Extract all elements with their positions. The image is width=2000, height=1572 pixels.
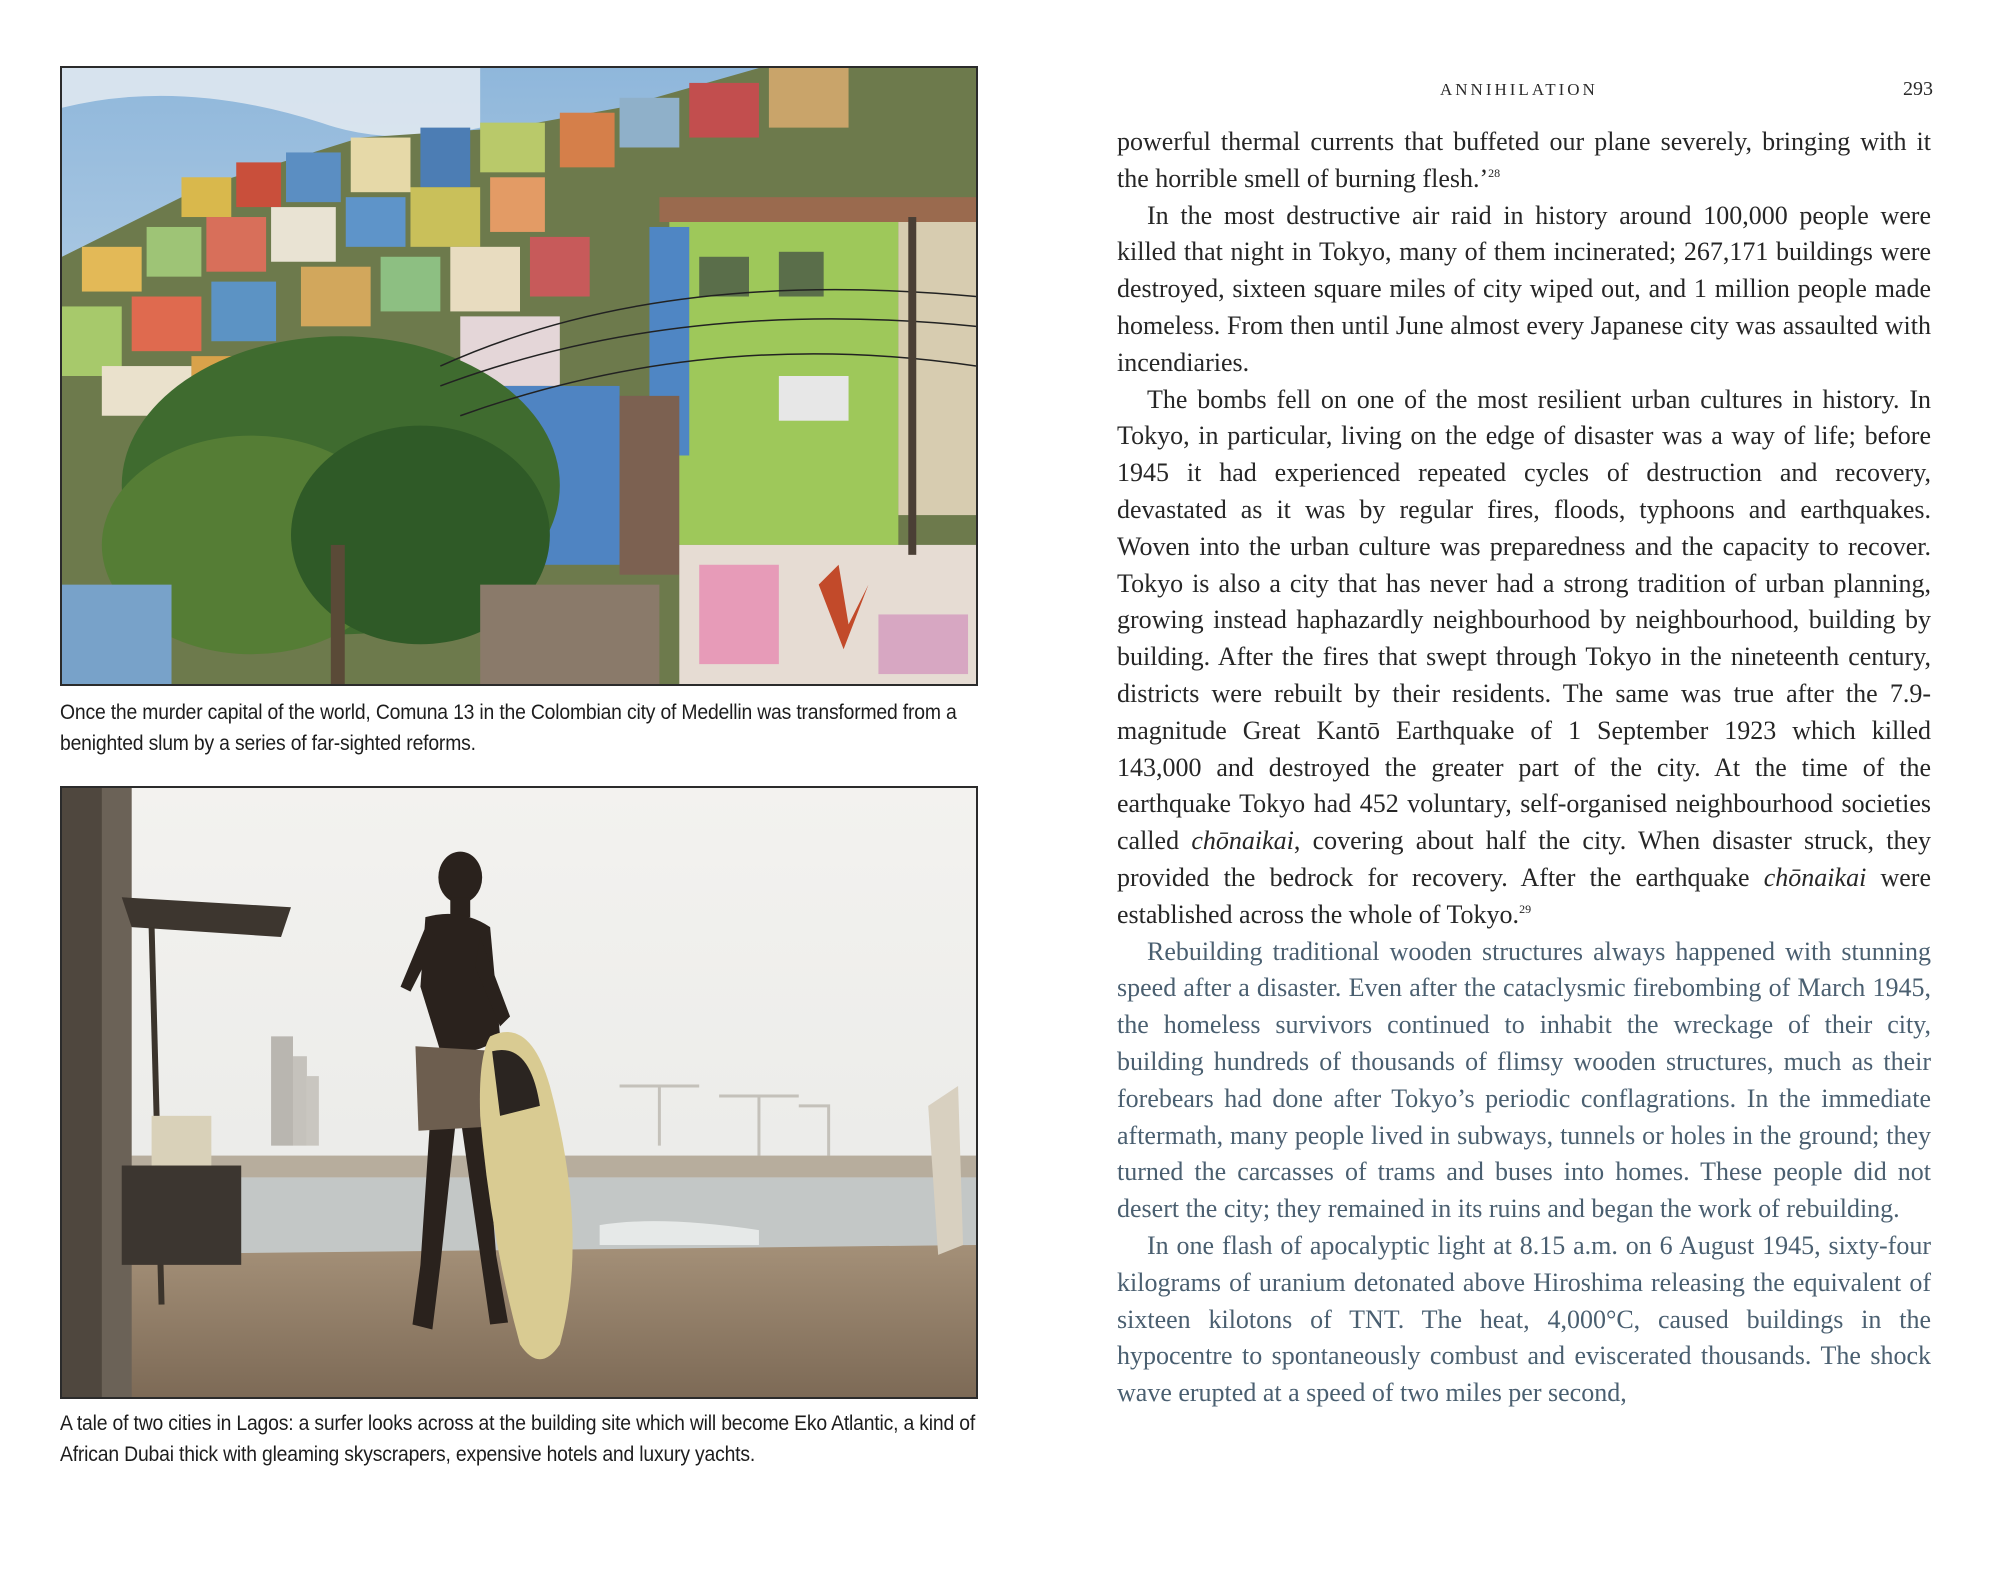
paragraph: powerful thermal currents that buffeted our plane severely, bringing with it the horrible smell of burning flesh.’$^{28}$	[1117, 127, 1931, 193]
photo-caption-lagos: A tale of two cities in Lagos: a surfer looks across at the building site which will become Eko Atlantic, a kind of African Dubai thick with gleaming skyscrapers, expensive hotels and luxury yachts.	[60, 1411, 976, 1466]
footnote-marker: 28	[1488, 165, 1501, 180]
paragraph: The bombs fell on one of the most resilient urban cultures in history. In Tokyo, in particular, living on the edge of disaster was a way of life; before 1945 it had experienced repeated cycles of destruction and recovery, devastated as it was by regular fires, floods, typhoons and earthquakes. Woven into the urban culture was preparedness and the capacity to recover. Tokyo is also a city that has never had a strong tradition of urban planning, growing instead haphazardly neighbourhood by neighbourhood, building by building. After the fires that swept through Tokyo in the nineteenth century, districts were rebuilt by their residents. The same was true after the 7.9-magnitude Great Kantō Earthquake of 1 September 1923 which killed 143,000 and destroyed the greater part of the city. At the time of the earthquake Tokyo had 452 voluntary, self-organised neighbourhood societies called chōnaikai, covering about half the city. When disaster struck, they provided the bedrock for recovery. After the earthquake chōnaikai were established across the whole of Tokyo.$^{29}$	[1117, 384, 1932, 929]
medellin-comuna-13-photo	[60, 66, 978, 686]
right-page	[1000, 0, 2000, 1572]
paragraph: In the most destructive air raid in history around 100,000 people were killed that night in Tokyo, many of them incinerated; 267,171 buildings were destroyed, sixteen square miles of city wiped out, and 1 million people made homeless. From then until June almost every Japanese city was assaulted with incendiaries.	[1117, 200, 1931, 377]
italic-term: chōnaikai	[1763, 862, 1867, 892]
italic-term: chōnaikai	[1191, 826, 1294, 856]
paragraph: Rebuilding traditional wooden structures always happened with stunning speed after a disaster. Even after the cataclysmic firebombing of March 1945, the homeless survivors continued to inhabit the wreckage of their city, building hundreds of thousands of flimsy wooden structures, much as their forebears had done after Tokyo’s periodic conflagrations. In the immediate aftermath, many people lived in subways, tunnels or holes in the ground; they turned the carcasses of trams and buses into homes. These people did not desert the city; they remained in its ruins and began the work of rebuilding.	[1117, 936, 1931, 1224]
running-head: ANNIHILATION	[1440, 80, 1598, 99]
page-number: 293	[1903, 78, 1933, 100]
photo-caption-medellin: Once the murder capital of the world, Comuna 13 in the Colombian city of Medellin was transformed from a benighted slum by a series of far-sighted reforms.	[60, 700, 957, 755]
paragraph: In one flash of apocalyptic light at 8.15 a.m. on 6 August 1945, sixty-four kilograms of uranium detonated above Hiroshima releasing the equivalent of sixteen kilotons of TNT. The heat, 4,000°C, caused buildings in the hypocentre to spontaneously combust and eviscerated thousands. The shock wave erupted at a speed of two miles per second,	[1117, 1230, 1931, 1408]
body-text	[1117, 124, 1931, 1412]
footnote-marker: 29	[1519, 901, 1532, 916]
lagos-surfer-photo	[60, 786, 978, 1399]
